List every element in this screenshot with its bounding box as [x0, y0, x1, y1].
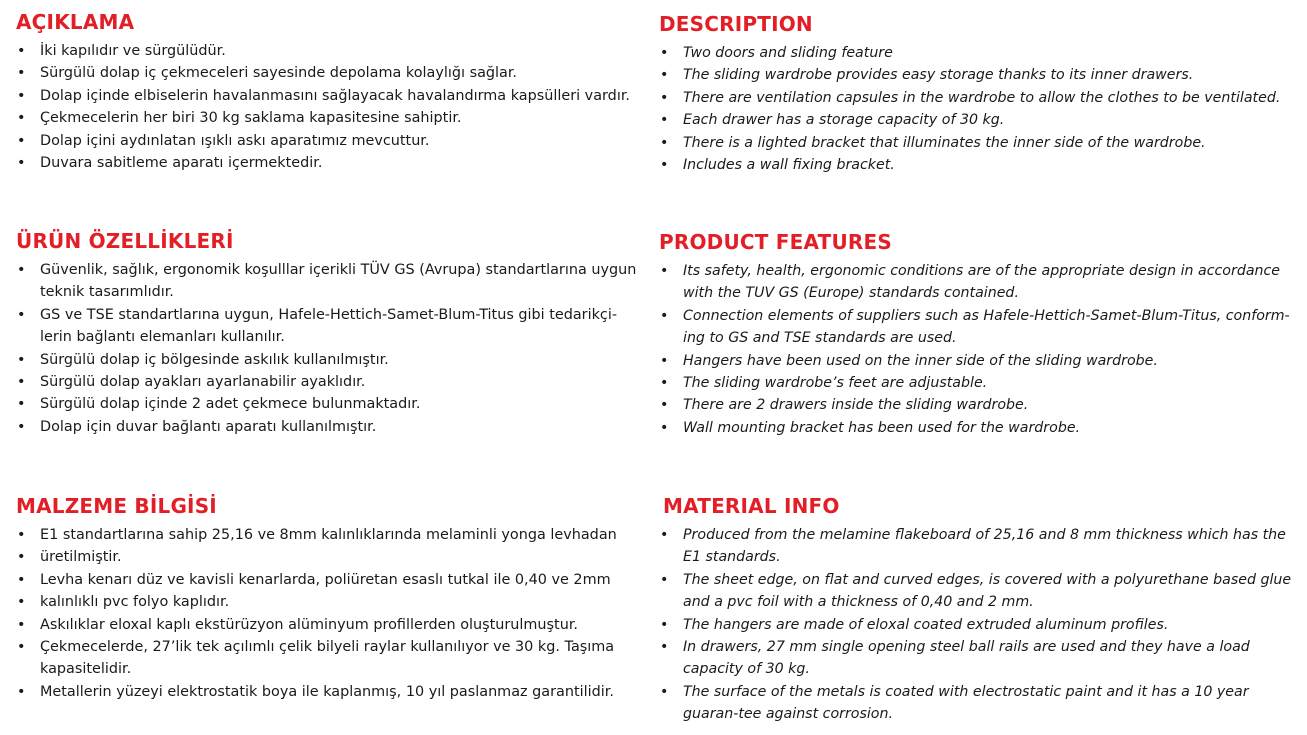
list-item: • The hangers are made of eloxal coated extruded aluminum profiles.	[659, 614, 1299, 636]
list-item: • The sheet edge, on flat and curved edges, is covered with a polyurethane based glue and a pvc foil with a thickness of 0,40 and 2 mm.	[659, 569, 1299, 614]
material-info-section	[659, 494, 1299, 726]
list-item: • Two doors and sliding feature	[659, 42, 1299, 64]
product-features-list	[659, 260, 1299, 439]
list-item: • The sliding wardrobe provides easy storage thanks to its inner drawers.	[659, 64, 1299, 86]
list-item: • Dolap için duvar bağlantı aparatı kullanılmıştır.	[16, 416, 641, 438]
description-section	[659, 12, 1299, 176]
list-item: • There is a lighted bracket that illuminates the inner side of the wardrobe.	[659, 132, 1299, 154]
list-item: • Connection elements of suppliers such as Hafele-Hettich-Samet-Blum-Titus, conform-ing to GS and TSE standards are used.	[659, 305, 1299, 350]
list-item: • kalınlıklı pvc folyo kaplıdır.	[16, 591, 641, 613]
product-features-heading: PRODUCT FEATURES	[659, 230, 892, 254]
list-item: • Wall mounting bracket has been used for the wardrobe.	[659, 417, 1299, 439]
list-item: • üretilmiştir.	[16, 546, 641, 568]
malzeme-bilgisi-heading: MALZEME BİLGİSİ	[16, 494, 217, 518]
list-item: • The sliding wardrobe’s feet are adjustable.	[659, 372, 1299, 394]
list-item: • There are ventilation capsules in the wardrobe to allow the clothes to be ventilated.	[659, 87, 1299, 109]
list-item: • Sürgülü dolap ayakları ayarlanabilir ayaklıdır.	[16, 371, 641, 393]
list-item: • Dolap içini aydınlatan ışıklı askı aparatımız mevcuttur.	[16, 130, 641, 152]
aciklama-section	[16, 10, 641, 174]
list-item: • Çekmecelerin her biri 30 kg saklama kapasitesine sahiptir.	[16, 107, 641, 129]
list-item: • Askılıklar eloxal kaplı ekstürüzyon alüminyum profillerden oluşturulmuştur.	[16, 614, 641, 636]
aciklama-heading: AÇIKLAMA	[16, 10, 135, 34]
list-item: • Dolap içinde elbiselerin havalanmasını sağlayacak havalandırma kapsülleri vardır.	[16, 85, 641, 107]
description-heading: DESCRIPTION	[659, 12, 813, 36]
aciklama-list	[16, 40, 641, 174]
product-features-section	[659, 230, 1299, 439]
urun-ozellikleri-heading: ÜRÜN ÖZELLİKLERİ	[16, 229, 234, 253]
list-item: • Includes a wall fixing bracket.	[659, 154, 1299, 176]
material-info-list	[659, 524, 1299, 726]
list-item: • Its safety, health, ergonomic conditions are of the appropriate design in accordance with the TUV GS (Europe) standards contained.	[659, 260, 1299, 305]
list-item: • Each drawer has a storage capacity of 30 kg.	[659, 109, 1299, 131]
list-item: • Sürgülü dolap iç çekmeceleri sayesinde depolama kolaylığı sağlar.	[16, 62, 641, 84]
urun-ozellikleri-section	[16, 229, 641, 438]
description-list	[659, 42, 1299, 176]
list-item: • Güvenlik, sağlık, ergonomik koşulllar içerikli TÜV GS (Avrupa) standartlarına uygun teknik tasarımlıdır.	[16, 259, 641, 304]
list-item: • Sürgülü dolap iç bölgesinde askılık kullanılmıştır.	[16, 349, 641, 371]
list-item: • Levha kenarı düz ve kavisli kenarlarda, poliüretan esaslı tutkal ile 0,40 ve 2mm	[16, 569, 641, 591]
list-item: • There are 2 drawers inside the sliding wardrobe.	[659, 394, 1299, 416]
list-item: • Metallerin yüzeyi elektrostatik boya ile kaplanmış, 10 yıl paslanmaz garantilidir.	[16, 681, 641, 703]
list-item: • Hangers have been used on the inner side of the sliding wardrobe.	[659, 350, 1299, 372]
list-item: • Çekmecelerde, 27’lik tek açılımlı çelik bilyeli raylar kullanılıyor ve 30 kg. Taşıma kapasitelidir.	[16, 636, 641, 681]
list-item: • The surface of the metals is coated with electrostatic paint and it has a 10 year guaran-tee against corrosion.	[659, 681, 1299, 726]
list-item: • İki kapılıdır ve sürgülüdür.	[16, 40, 641, 62]
material-info-heading: MATERIAL INFO	[663, 494, 840, 518]
list-item: • E1 standartlarına sahip 25,16 ve 8mm kalınlıklarında melaminli yonga levhadan	[16, 524, 641, 546]
list-item: • Duvara sabitleme aparatı içermektedir.	[16, 152, 641, 174]
urun-ozellikleri-list	[16, 259, 641, 438]
malzeme-bilgisi-section	[16, 494, 641, 703]
list-item: • In drawers, 27 mm single opening steel ball rails are used and they have a load capacity of 30 kg.	[659, 636, 1299, 681]
malzeme-bilgisi-list	[16, 524, 641, 703]
list-item: • Produced from the melamine flakeboard of 25,16 and 8 mm thickness which has the E1 standards.	[659, 524, 1299, 569]
list-item: • GS ve TSE standartlarına uygun, Hafele-Hettich-Samet-Blum-Titus gibi tedarikçi-lerin bağlantı elemanları kullanılır.	[16, 304, 641, 349]
list-item: • Sürgülü dolap içinde 2 adet çekmece bulunmaktadır.	[16, 393, 641, 415]
